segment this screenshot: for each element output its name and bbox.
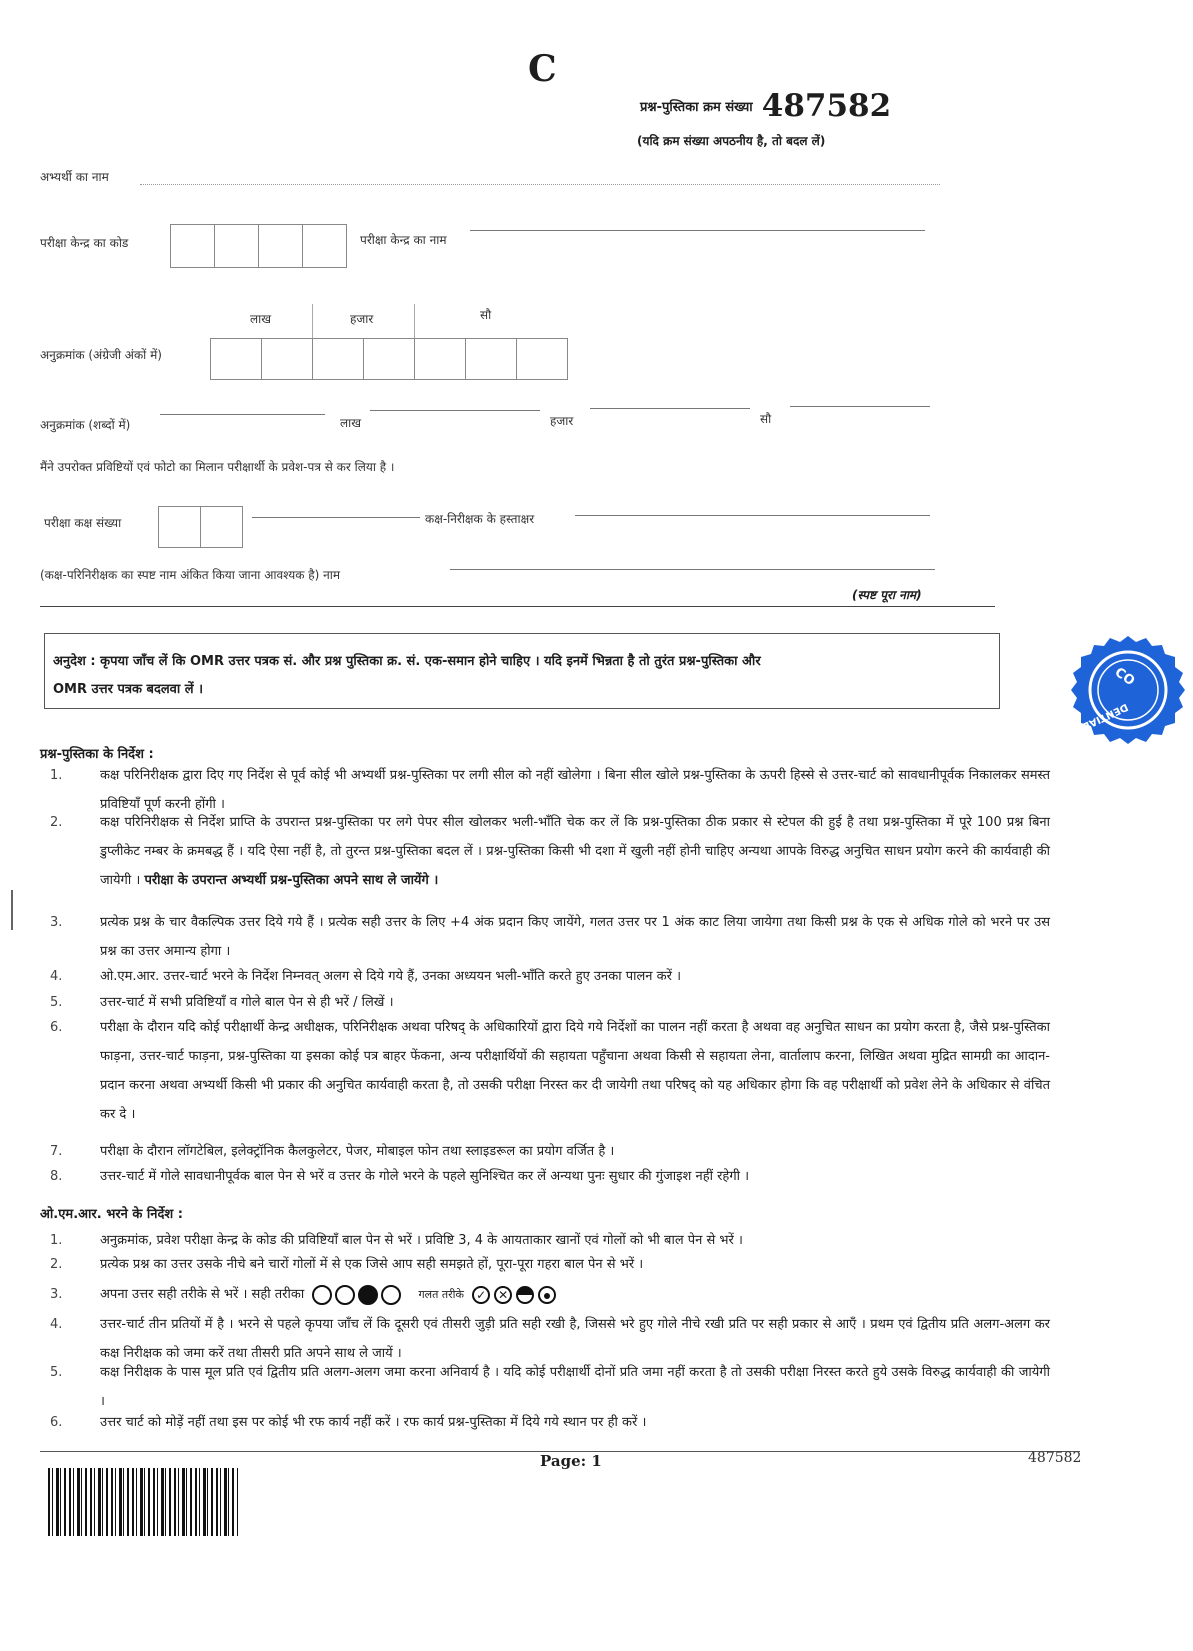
omr-instructions-heading: ओ.एम.आर. भरने के निर्देश : — [40, 1207, 183, 1222]
section-divider — [40, 606, 995, 607]
omr-instruction-1: 1. अनुक्रमांक, प्रवेश परीक्षा केन्द्र के कोड की प्रविष्टियाँ बाल पेन से भरें । प्रविष्टि 3, 4 के आयताकार खानों एवं गोलों को भी बाल पेन से भरें । — [50, 1233, 743, 1248]
correct-method-bubbles — [312, 1287, 408, 1302]
room-number-label: परीक्षा कक्ष संख्या — [44, 516, 122, 530]
series-letter: C — [528, 48, 557, 90]
verification-statement: मैंने उपरोक्त प्रविष्टियों एवं फोटो का मिलान परीक्षार्थी के प्रवेश-पत्र से कर लिया है । — [40, 460, 395, 474]
roll-digit-box-6[interactable] — [465, 338, 517, 380]
roll-digit-box-3[interactable] — [312, 338, 364, 380]
booklet-instruction-3: 3. प्रत्येक प्रश्न के चार वैकल्पिक उत्तर दिये गये हैं । प्रत्येक सही उत्तर के लिए +4 अंक प्रदान किए जायेंगे, गलत उत्तर पर 1 अंक काट लिया जायेगा तथा किसी प्रश्न के एक से अधिक गोले को भरने पर उस प्रश्न का उत्तर अमान्य होगा । — [50, 915, 1050, 959]
invigilator-sign-line-a[interactable] — [252, 517, 420, 518]
cross-bubble-icon: ✕ — [494, 1286, 512, 1304]
roll-digit-box-2[interactable] — [261, 338, 313, 380]
omr-instruction-4: 4. उत्तर-चार्ट तीन प्रतियों में है । भरने से पहले कृपया जाँच लें कि दूसरी एवं तीसरी जुड़ी प्रति सही रखी है, जिससे भरे हुए गोले नीचे रखी प्रति पर सही प्रकार से आएँ । प्रथम एवं द्वितीय प्रति अलग-अलग कर कक्ष निरीक्षक को जमा करें तथा तीसरी प्रति अपने साथ ले जायें । — [50, 1317, 1050, 1361]
roll-digit-box-7[interactable] — [516, 338, 568, 380]
booklet-number-label: प्रश्न-पुस्तिका क्रम संख्या — [640, 100, 753, 115]
omr-instruction-3-marking: 3. अपना उत्तर सही तरीके से भरें । सही तरीका गलत तरीके ✓ ✕ — [50, 1280, 1050, 1312]
booklet-instruction-6: 6. परीक्षा के दौरान यदि कोई परीक्षार्थी केन्द्र अधीक्षक, परिनिरीक्षक अथवा परिषद् के अधिकारियों द्वारा दिये गये निर्देशों का पालन नहीं करता है अथवा वह अनुचित साधन का प्रयोग करता है, जैसे प्रश्न-पुस्तिका फाड़ना, उत्तर-चार्ट फाड़ना, प्रश्न-पुस्तिका या इसका कोई पत्र बाहर फेंकना, अन्य परीक्षार्थियों की सहायता पहुँचाना अथवा किसी से सहायता लेना, वार्तालाप करना, लिखित अथवा मुद्रित सामग्री का आदान-प्रदान करना अथवा अभ्यर्थी किसी भी प्रकार की अनुचित कार्यवाही करता है, तो उसकी परीक्षा निरस्त कर दी जायेगी तथा परिषद् को यह अधिकार होगा कि वह परीक्षार्थी को प्रवेश लेने के अधिकार से वंचित कर दे । — [50, 1020, 1050, 1122]
centre-name-line[interactable] — [470, 230, 925, 231]
filled-bubble-icon — [358, 1285, 378, 1305]
booklet-instruction-1: 1. कक्ष परिनिरीक्षक द्वारा दिए गए निर्देश से पूर्व कोई भी अभ्यर्थी प्रश्न-पुस्तिका पर लगी सील को नहीं खोलेगा । बिना सील खोले प्रश्न-पुस्तिका के ऊपरी हिस्से से उत्तर-चार्ट को सावधानीपूर्वक निकालकर समस्त प्रविष्टियाँ पूर्ण करनी होंगी । — [50, 768, 1050, 812]
roll-words-lakh-line[interactable] — [160, 414, 325, 415]
booklet-number-row — [640, 88, 940, 128]
roll-digits-label: अनुक्रमांक (अंग्रेजी अंकों में) — [40, 348, 162, 362]
room-number-box-1[interactable] — [158, 506, 201, 548]
wrong-method-label: गलत तरीके — [418, 1288, 464, 1301]
confidential-stamp — [1068, 632, 1188, 752]
place-divider-1 — [312, 304, 313, 338]
correct-method-label: अपना उत्तर सही तरीके से भरें । सही तरीका — [100, 1287, 305, 1302]
booklet-instruction-7: 7. परीक्षा के दौरान लॉगटेबिल, इलेक्ट्रॉनिक कैलकुलेटर, पेजर, मोबाइल फोन तथा स्लाइडरूल का प्रयोग वर्जित है । — [50, 1144, 615, 1159]
centre-code-box-4[interactable] — [302, 224, 347, 268]
booklet-instructions-heading: प्रश्न-पुस्तिका के निर्देश : — [40, 747, 154, 762]
roll-words-sau: सौ — [760, 412, 772, 426]
roll-digit-box-4[interactable] — [363, 338, 415, 380]
centre-code-box-1[interactable] — [170, 224, 215, 268]
omr-instruction-2: 2. प्रत्येक प्रश्न का उत्तर उसके नीचे बने चारों गोलों में से एक जिसे आप सही समझते हों, पूरा-पूरा गहरा बाल पेन से भरें । — [50, 1257, 644, 1272]
place-divider-2 — [414, 304, 415, 338]
invigilator-name-label: (कक्ष-परिनिरीक्षक का स्पष्ट नाम अंकित किया जाना आवश्यक है) नाम — [40, 568, 341, 582]
barcode — [48, 1468, 238, 1536]
empty-bubble-icon — [335, 1285, 355, 1305]
wrong-method-bubbles — [472, 1287, 560, 1302]
roll-words-hazar: हजार — [550, 414, 574, 428]
place-hazar-label: हजार — [350, 312, 374, 326]
booklet-number-note: (यदि क्रम संख्या अपठनीय है, तो बदल लें) — [637, 134, 826, 148]
room-number-box-2[interactable] — [200, 506, 243, 548]
empty-bubble-icon — [381, 1285, 401, 1305]
footer-booklet-number: 487582 — [1028, 1450, 1082, 1466]
place-lakh-label: लाख — [250, 312, 272, 326]
roll-words-lakh: लाख — [340, 416, 362, 430]
candidate-name-line[interactable] — [140, 184, 940, 185]
centre-code-label: परीक्षा केन्द्र का कोड — [40, 236, 129, 250]
empty-bubble-icon — [312, 1285, 332, 1305]
omr-instruction-6: 6. उत्तर चार्ट को मोड़ें नहीं तथा इस पर कोई भी रफ कार्य नहीं करें । रफ कार्य प्रश्न-पुस्तिका में दिये गये स्थान पर ही करें । — [50, 1415, 647, 1430]
half-filled-bubble-icon — [516, 1286, 534, 1304]
roll-words-end-line[interactable] — [790, 406, 930, 407]
invigilator-name-line[interactable] — [450, 569, 935, 570]
roll-words-sau-line[interactable] — [590, 408, 750, 409]
centre-name-label: परीक्षा केन्द्र का नाम — [360, 233, 447, 247]
stamp-seal-icon — [1068, 632, 1188, 752]
roll-digit-box-5[interactable] — [414, 338, 466, 380]
roll-digit-box-1[interactable] — [210, 338, 262, 380]
invigilator-sign-label: कक्ष-निरीक्षक के हस्ताक्षर — [425, 512, 535, 526]
omr-notice-tail: OMR उत्तर पत्रक बदलवा लें । — [53, 682, 204, 697]
booklet-instruction-8: 8. उत्तर-चार्ट में गोले सावधानीपूर्वक बाल पेन से भरें व उत्तर के गोले भरने के पहले सुनिश्चित कर लें अन्यथा पुनः सुधार की गुंजाइश नहीं रहेगी । — [50, 1169, 750, 1184]
omr-notice-box — [44, 633, 1000, 709]
invigilator-sign-line-b[interactable] — [575, 515, 930, 516]
margin-mark — [11, 890, 13, 930]
roll-words-label: अनुक्रमांक (शब्दों में) — [40, 418, 131, 432]
centre-code-box-2[interactable] — [214, 224, 259, 268]
booklet-instruction-5: 5. उत्तर-चार्ट में सभी प्रविष्टियाँ व गोले बाल पेन से ही भरें / लिखें । — [50, 995, 394, 1010]
page-number: Page: 1 — [540, 1452, 602, 1470]
candidate-name-label: अभ्यर्थी का नाम — [40, 170, 109, 184]
check-bubble-icon: ✓ — [472, 1286, 490, 1304]
full-name-note: (स्पष्ट पूरा नाम) — [852, 588, 922, 602]
place-sau-label: सौ — [480, 308, 492, 322]
stamp-bottom-text: DENTIAL — [1081, 700, 1130, 732]
omr-instruction-5: 5. कक्ष निरीक्षक के पास मूल प्रति एवं द्वितीय प्रति अलग-अलग जमा करना अनिवार्य है । यदि कोई परीक्षार्थी दोनों प्रति जमा नहीं करता है तो उसकी परीक्षा निरस्त करते हुये उसके विरुद्ध कार्यवाही की जायेगी । — [50, 1365, 1050, 1409]
booklet-number: 487582 — [761, 88, 892, 124]
centre-code-box-3[interactable] — [258, 224, 303, 268]
dot-bubble-icon — [538, 1286, 556, 1304]
roll-words-hazar-line[interactable] — [370, 410, 540, 411]
stamp-top-text: CO — [1111, 664, 1138, 690]
booklet-instruction-4: 4. ओ.एम.आर. उत्तर-चार्ट भरने के निर्देश निम्नवत् अलग से दिये गये हैं, उनका अध्ययन भली-भाँति करते हुए उनका पालन करें । — [50, 969, 682, 984]
booklet-instruction-2: 2. कक्ष परिनिरीक्षक से निर्देश प्राप्ति के उपरान्त प्रश्न-पुस्तिका पर लगे पेपर सील खोलकर भली-भाँति चेक कर लें कि प्रश्न-पुस्तिका ठीक प्रकार से स्टेपल की हुई है तथा प्रश्न-पुस्तिका में पूरे 100 प्रश्न बिना डुप्लीकेट नम्बर के क्रमबद्ध हैं । यदि ऐसा नहीं है, तो तुरन्त प्रश्न-पुस्तिका बदल लें । प्रश्न-पुस्तिका किसी भी दशा में खुली नहीं होनी चाहिए अन्यथा आपके विरुद्ध अनुचित साधन प्रयोग करने की कार्यवाही की जायेगी । परीक्षा के उपरान्त अभ्यर्थी प्रश्न-पुस्तिका अपने साथ ले जायेंगे । — [50, 815, 1050, 888]
omr-notice-lead: अनुदेश : कृपया जाँच लें कि OMR उत्तर पत्रक सं. और प्रश्न पुस्तिका क्र. सं. एक-समान होने चाहिए । यदि इनमें भिन्नता है तो तुरंत प्रश्न-पुस्तिका और — [53, 654, 761, 669]
